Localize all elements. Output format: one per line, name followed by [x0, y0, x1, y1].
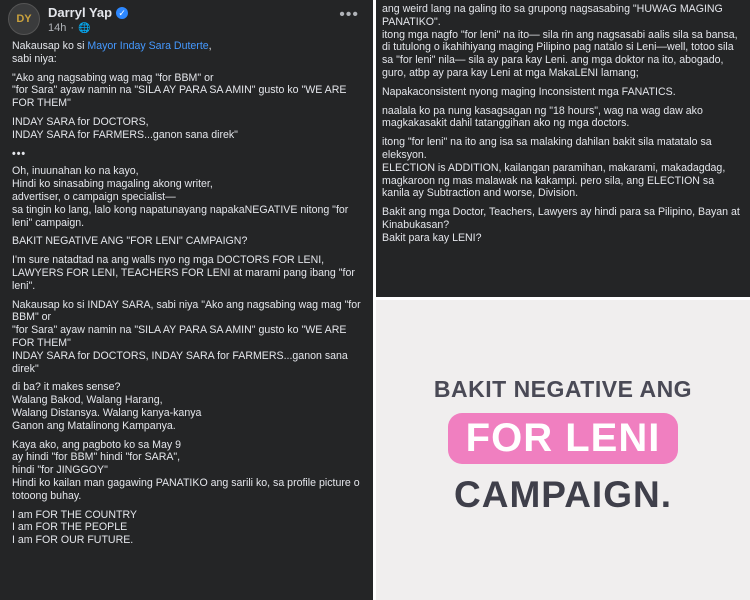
globe-icon: 🌐: [78, 22, 91, 34]
continuation-paragraph: ang weird lang na galing ito sa grupong nagsasabing "HUWAG MAGING PANATIKO". itong mga nagfo "for leni" na ito— sila rin ang nagsasabi aalis sila sa bansa, di tutulong o ikahihiyang maging Pilipino pag natalo si Leni—well, totoo sila sa "for leni" nila— sila ay para kay Leni. ang mga doktor na ito, abogado, guro, atbp ay para kay Leni at mga MakaLENI lamang;: [382, 3, 738, 79]
graphic-headline: BAKIT NEGATIVE ANG: [433, 376, 693, 402]
continuation-paragraph: Bakit ang mga Doctor, Teachers, Lawyers ay hindi para sa Pilipino, Bayan at Kinabukasan? Bakit para kay LENI?: [382, 206, 740, 244]
post-paragraph: INDAY SARA for DOCTORS, INDAY SARA for FARMERS...ganon sana direk": [12, 115, 238, 141]
intro-end-text: , sabi niya:: [12, 40, 212, 65]
post-paragraph: Oh, inuunahan ko na kayo, Hindi ko sinasabing magaling akong writer, advertiser, o campaign specialist— sa tingin ko lang, lalo kong napatunayang napakaNEGATIVE nitong "for leni" campaign.: [12, 165, 349, 229]
graphic-pill: [448, 413, 679, 464]
avatar-initials: DY: [16, 13, 32, 25]
intro-text: Nakausap ko si: [12, 40, 88, 52]
continuation-paragraph: naalala ko pa nung kasagsagan ng "18 hours", wag na wag daw ako magkakasakit dahil tatanggihan ako ng mga doctors.: [382, 104, 703, 130]
author-avatar[interactable]: [8, 3, 40, 35]
post-paragraph: Kaya ako, ang pagboto ko sa May 9 ay hindi "for BBM" hindi "for SARA", hindi "for JINGGOY" Hindi ko kailan man gagawing PANATIKO ang sarili ko, sa profile picture o totoong buhay.: [12, 438, 360, 502]
post-timestamp[interactable]: 14h: [48, 22, 67, 34]
mention-link[interactable]: Mayor Inday Sara Duterte: [87, 40, 209, 52]
post-paragraph: BAKIT NEGATIVE ANG "FOR LENI" CAMPAIGN?: [12, 235, 248, 248]
post-continuation-panel: [376, 0, 750, 297]
post-header: [0, 0, 373, 40]
post-paragraph: I'm sure natadtad na ang walls nyo ng mga DOCTORS FOR LENI, LAWYERS FOR LENI, TEACHERS FOR LENI at marami pang ibang "for leni".: [12, 254, 355, 292]
dot-separator: ·: [70, 22, 75, 34]
facebook-post-panel: [0, 0, 373, 600]
dots-separator: •••: [12, 147, 27, 160]
post-intro: [12, 40, 363, 66]
post-graphic: [376, 300, 750, 600]
post-graphic-panel[interactable]: [376, 300, 750, 600]
graphic-pill-text: FOR LENI: [465, 416, 661, 460]
continuation-paragraph: Napakaconsistent nyong maging Inconsistent mga FANATICS.: [382, 85, 676, 98]
post-paragraph: di ba? it makes sense? Walang Bakod, Walang Harang, Walang Distansya. Walang kanya-kanya Ganon ang Matalinong Kampanya.: [12, 381, 202, 432]
graphic-footer: CAMPAIGN.: [454, 474, 672, 515]
author-row: [48, 5, 128, 20]
author-name[interactable]: Darryl Yap: [48, 5, 113, 20]
continuation-paragraph: itong "for leni" na ito ang isa sa malaking dahilan bakit sila matatalo sa eleksyon. ELECTION is ADDITION, kailangan paramihan, makarami, makadagdag, magkaroon ng mas malawak na kakampi. pero sila, ang ELECTION sa kanila ay Subtraction and worse, Division.: [382, 136, 726, 200]
post-paragraph: "Ako ang nagsabing wag mag "for BBM" or "for Sara" ayaw namin na "SILA AY PARA SA AMIN" gusto ko "WE ARE FOR THEM": [12, 71, 347, 110]
post-meta: [48, 22, 90, 34]
more-options-icon[interactable]: •••: [339, 6, 359, 23]
post-body: [12, 40, 363, 553]
post-paragraph: Nakausap ko si INDAY SARA, sabi niya "Ako ang nagsabing wag mag "for BBM" or "for Sara" ayaw namin na "SILA AY PARA SA AMIN" gusto ko "WE ARE FOR THEM" INDAY SARA for DOCTORS, INDAY SARA for FARMERS...ganon sana direk": [12, 298, 361, 375]
post-paragraph: I am FOR THE COUNTRY I am FOR THE PEOPLE I am FOR OUR FUTURE.: [12, 508, 137, 547]
verified-badge-icon: ✓: [116, 7, 128, 19]
continuation-body: [382, 3, 742, 251]
